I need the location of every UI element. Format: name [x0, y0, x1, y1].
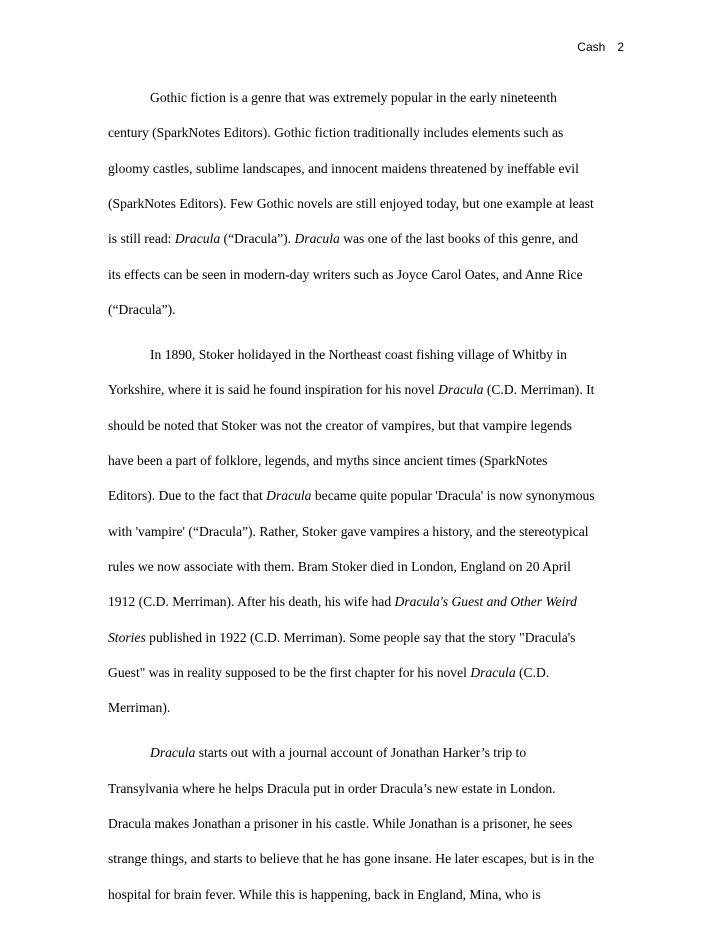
text-run: with 'vampire' (“Dracula”). Rather, Stoker gave vampires a history, and the stereotypical	[108, 523, 589, 539]
text-run: Merriman).	[108, 700, 171, 716]
text-run: Editors). Due to the fact that	[108, 488, 267, 504]
italic-title: Dracula	[294, 231, 340, 247]
text-run: In 1890, Stoker holidayed in the Northeast coast fishing village of Whitby in	[150, 347, 567, 363]
text-run: Dracula makes Jonathan a prisoner in his castle. While Jonathan is a prisoner, he sees	[108, 816, 573, 831]
italic-title: Dracula	[150, 745, 196, 761]
text-line	[108, 488, 595, 504]
text-line	[108, 887, 541, 903]
text-run: was one of the last books of this genre, and	[339, 231, 579, 247]
italic-title: Dracula	[174, 231, 221, 247]
text-line	[108, 196, 594, 212]
italic-title: Dracula's Guest and Other Weird	[394, 594, 577, 610]
text-run: 1912 (C.D. Merriman). After his death, his wife had	[108, 594, 395, 610]
text-line	[108, 781, 556, 797]
header-author: Cash	[577, 40, 606, 54]
text-run: (SparkNotes Editors). Few Gothic novels are still enjoyed today, but one example at least	[108, 195, 594, 211]
text-run: hospital for brain fever. While this is happening, back in England, Mina, who is	[108, 886, 541, 902]
text-run: Guest" was in reality supposed to be the first chapter for his novel	[108, 664, 471, 680]
text-run: (C.D.	[515, 664, 550, 680]
text-line	[108, 453, 547, 469]
text-run: (“Dracula”).	[220, 231, 295, 247]
text-line	[108, 267, 583, 283]
text-line	[108, 161, 579, 177]
text-line	[108, 382, 594, 398]
text-run: Yorkshire, where it is said he found inspiration for his novel	[108, 382, 439, 398]
text-run: Gothic fiction is a genre that was extremely popular in the early nineteenth	[150, 90, 557, 105]
text-line	[108, 524, 589, 540]
text-line	[108, 816, 572, 832]
italic-title: Dracula	[438, 382, 484, 398]
italic-title: Dracula	[470, 664, 516, 680]
text-run: have been a part of folklore, legends, and myths since ancient times (SparkNotes	[108, 453, 548, 468]
text-run: its effects can be seen in modern-day writers such as Joyce Carol Oates, and Anne Rice	[108, 266, 583, 282]
text-line	[108, 700, 170, 716]
text-run: should be noted that Stoker was not the creator of vampires, but that vampire legends	[108, 417, 572, 433]
text-line	[150, 347, 567, 363]
page-header	[577, 40, 624, 54]
text-run: strange things, and starts to believe that he has gone insane. He later escapes, but is in the	[108, 851, 595, 867]
italic-title: Stories	[108, 629, 146, 645]
text-line	[108, 231, 578, 247]
text-run: (“Dracula”).	[108, 301, 176, 317]
text-line	[108, 851, 594, 867]
text-run: became quite popular 'Dracula' is now synonymous	[311, 488, 595, 504]
text-line	[108, 125, 563, 141]
text-line	[108, 594, 577, 610]
text-run: (C.D. Merriman). It	[483, 382, 595, 398]
text-run: century (SparkNotes Editors). Gothic fiction traditionally includes elements such as	[108, 125, 564, 141]
text-run: rules we now associate with them. Bram Stoker died in London, England on 20 April	[108, 558, 571, 574]
italic-title: Dracula	[266, 488, 312, 504]
text-line	[108, 302, 176, 318]
text-run: starts out with a journal account of Jonathan Harker’s trip to	[195, 745, 527, 761]
text-line	[150, 745, 526, 761]
text-line	[108, 665, 549, 681]
text-line	[150, 90, 557, 106]
text-run: gloomy castles, sublime landscapes, and innocent maidens threatened by ineffable evil	[108, 160, 579, 176]
text-run: Transylvania where he helps Dracula put in order Dracula’s new estate in London.	[108, 780, 556, 796]
text-line	[108, 418, 572, 434]
page-number: 2	[617, 40, 624, 54]
text-run: is still read:	[108, 231, 175, 247]
text-run: published in 1922 (C.D. Merriman). Some people say that the story "Dracula's	[145, 629, 576, 645]
text-line	[108, 630, 575, 646]
text-line	[108, 559, 571, 575]
